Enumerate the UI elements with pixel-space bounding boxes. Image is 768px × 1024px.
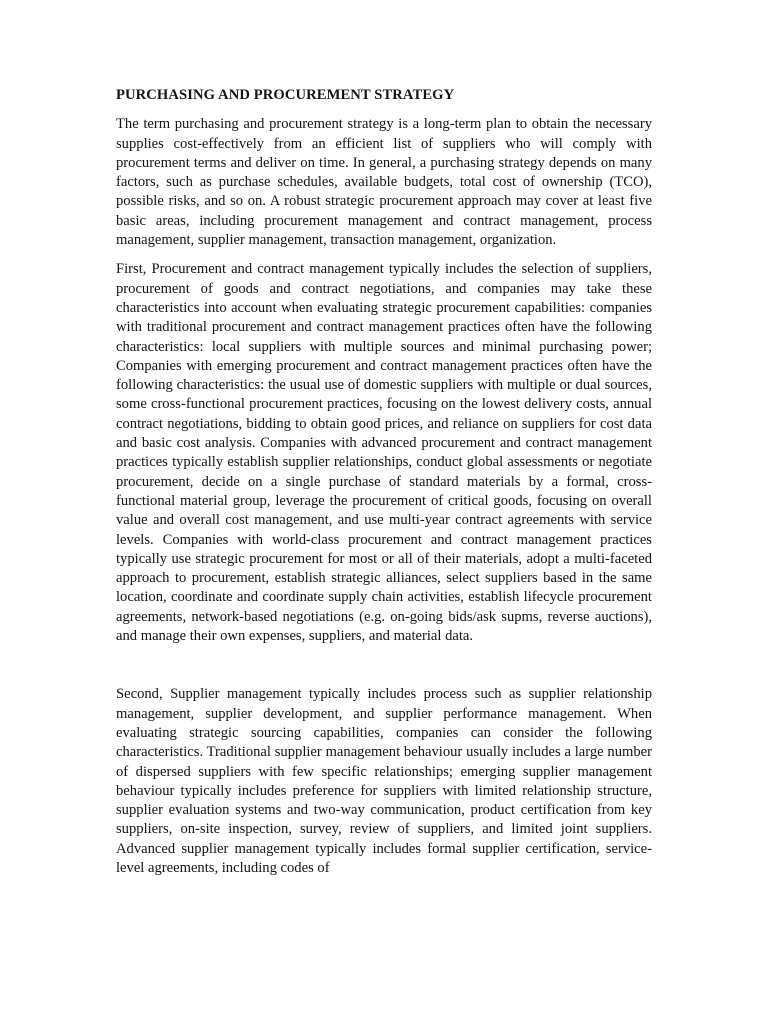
paragraph-procurement-contract-management: First, Procurement and contract management typically includes the selection of suppliers, procurement of goods and contract negotiations, and companies may take these characteristics into account when evaluating strategic procurement capabilities: companies with traditional procurement and contract management practices often have the following characteristics: local suppliers with multiple sources and minimal purchasing power; Companies with emerging procurement and contract management practices often have the following characteristics: the usual use of domestic suppliers with multiple or dual sources, some cross-functional procurement practices, focusing on the lowest delivery costs, annual contract negotiations, bidding to obtain good prices, and reliance on suppliers for cost data and basic cost analysis. Companies with advanced procurement and contract management practices typically establish supplier relationships, conduct global assessments or negotiate procurement, decide on a single purchase of standard materials by a formal, cross-functional material group, leverage the procurement of critical goods, focusing on overall value and overall cost management, and use multi-year contract agreements with service levels. Companies with world-class procurement and contract management practices typically use strategic procurement for most or all of their materials, adopt a multi-faceted approach to procurement, establish strategic alliances, select suppliers based in the same location, coordinate and coordinate supply chain activities, establish lifecycle procurement agreements, network-based negotiations (e.g. on-going bids/ask supms, reverse auctions), and manage their own expenses, suppliers, and material data. (116, 261, 652, 645)
paragraph-supplier-management: Second, Supplier management typically includes process such as supplier relationship management, supplier development, and supplier performance management. When evaluating strategic sourcing capabilities, companies can consider the following characteristics. Traditional supplier management behaviour usually includes a large number of dispersed suppliers with few specific relationships; emerging supplier management behaviour typically includes preference for suppliers with limited relationship structure, supplier evaluation systems and two-way communication, product certification from key suppliers, on-site inspection, survey, review of suppliers, and limited joint suppliers. Advanced supplier management typically includes formal supplier certification, service-level agreements, including codes of (116, 686, 652, 876)
paragraph-intro: The term purchasing and procurement strategy is a long-term plan to obtain the necessary supplies cost-effectively from an efficient list of suppliers who will comply with procurement terms and deliver on time. In general, a purchasing strategy depends on many factors, such as purchase schedules, available budgets, total cost of ownership (TCO), possible risks, and so on. A robust strategic procurement approach may cover at least five basic areas, including procurement management and contract management, process management, supplier management, transaction management, organization. (116, 116, 652, 249)
document-body (116, 86, 652, 888)
document-title: PURCHASING AND PROCUREMENT STRATEGY (116, 87, 455, 103)
